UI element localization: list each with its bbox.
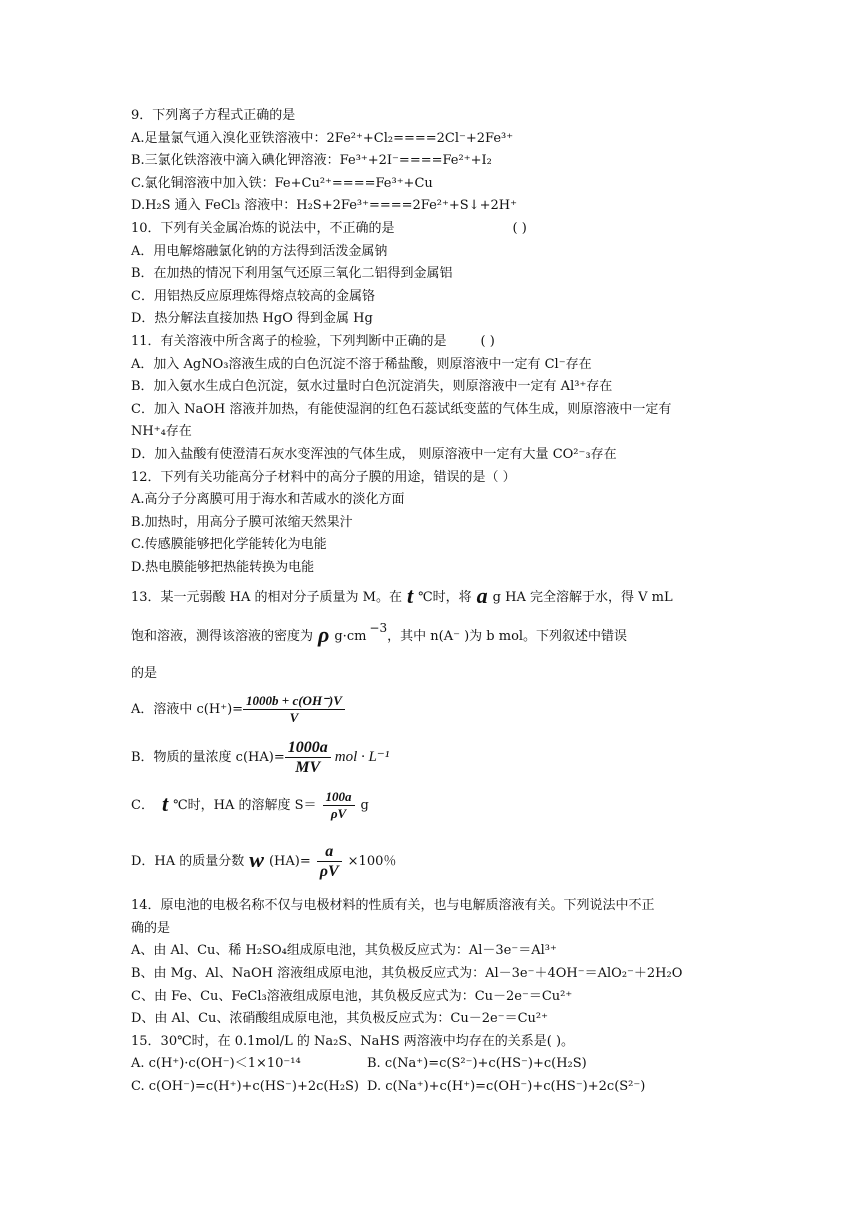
q13-option-c-text: ℃时，HA 的溶解度 S＝ [173,798,317,814]
q12-option-c: C.传感膜能够把化学能转化为电能 [131,537,327,553]
q9-option-d: D.H₂S 通入 FeCl₃ 溶液中：H₂S+2Fe³⁺====2Fe²⁺+S↓+2H⁺ [131,198,517,214]
q9-stem: 9．下列离子方程式正确的是 [131,108,296,123]
q15-option-d: D. c(Na⁺)+c(H⁺)=c(OH⁻)+c(HS⁻)+2c(S²⁻) [367,1079,646,1094]
q13-option-d-text: (HA)= [268,854,311,870]
q9-option-c: C.氯化铜溶液中加入铁：Fe+Cu²⁺====Fe³⁺+Cu [131,175,433,191]
symbol-rho: ρ [318,622,330,648]
q13-option-d [131,842,731,881]
q15-option-a: A. c(H⁺)·c(OH⁻)＜1×10⁻¹⁴ [131,1056,301,1072]
q13-option-c [131,789,731,822]
q13-stem-text6: ，其中 n(A⁻ )为 b mol。下列叙述中错误 [387,629,628,645]
q12-option-d: D.热电膜能够把热能转换为电能 [131,559,315,575]
q12-option-a: A.高分子分离膜可用于海水和苦咸水的淡化方面 [131,492,405,508]
q13-option-d-tail: ×100％ [347,854,397,870]
q9-option-b: B.三氯化铁溶液中滴入碘化钾溶液：Fe³⁺+2I⁻====Fe²⁺+I₂ [131,153,492,169]
q11-option-b: B．加入氨水生成白色沉淀，氨水过量时白色沉淀消失，则原溶液中一定有 Al³⁺存在 [131,379,613,395]
q15-option-b: B. c(Na⁺)=c(S²⁻)+c(HS⁻)+c(H₂S) [367,1056,587,1072]
q13-exponent: −3 [369,621,388,636]
q13-option-b [131,738,731,777]
q12-stem: 12．下列有关功能高分子材料中的高分子膜的用途，错误的是（ ） [131,469,516,485]
q10-stem-line [131,218,731,241]
q10-stem: 10．下列有关金属冶炼的说法中，不正确的是 [131,220,395,236]
q13-option-a-label: A．溶液中 c(H⁺)= [131,702,244,718]
symbol-t: t [406,583,414,609]
q13-option-a-denominator: V [289,710,299,726]
q13-option-d-fraction [317,842,342,881]
q11-option-c-line1: C．加入 NaOH 溶液并加热，有能使湿润的红色石蕊试纸变蓝的气体生成，则原溶液中一定有 [131,401,672,417]
q14-option-d: D、由 Al、Cu、浓硝酸组成原电池，其负极反应式为：Cu－2e⁻＝Cu²⁺ [131,1011,548,1027]
q14-option-a: A、由 Al、Cu、稀 H₂SO₄组成原电池，其负极反应式为：Al－3e⁻＝Al³⁺ [131,943,557,959]
q11-answer-blank: ( ) [480,333,495,349]
q10-option-c: C．用铝热反应原理炼得熔点较高的金属铬 [131,288,375,304]
q13-option-b-numerator: 1000a [285,738,331,758]
q13-stem-text2: ℃时，将 [418,590,472,606]
q11-stem: 11．有关溶液中所含离子的检验，下列判断中正确的是 [131,333,447,349]
q11-option-a: A．加入 AgNO₃溶液生成的白色沉淀不溶于稀盐酸，则原溶液中一定有 Cl⁻存在 [131,356,592,372]
q14-option-b: B、由 Mg、Al、NaOH 溶液组成原电池，其负极反应式为：Al－3e⁻＋4OH⁻＝AlO₂⁻＋2H₂O [131,966,683,982]
q13-option-a-fraction [243,693,345,726]
symbol-w: w [249,847,264,873]
q13-stem-line3: 的是 [131,665,158,681]
q13-option-d-numerator: a [317,842,342,862]
q13-block [131,585,731,881]
q13-stem-line2 [131,621,731,649]
q13-stem-text1: 13．某一元弱酸 HA 的相对分子质量为 M。在 [131,590,402,606]
exam-page [131,105,731,1099]
q13-stem-line1 [131,585,731,610]
q13-option-d-denominator: ρV [319,863,339,881]
symbol-t-c: t [161,791,169,817]
q15-option-c: C. c(OH⁻)=c(H⁺)+c(HS⁻)+2c(H₂S) [131,1079,360,1094]
q11-stem-line [131,331,731,354]
q13-option-c-fraction [323,789,355,822]
q15-options-row1 [131,1053,731,1076]
q13-option-c-unit: g [360,798,369,814]
q15-stem: 15．30℃时，在 0.1mol/L 的 Na₂S、NaHS 两溶液中均存在的关系是( )。 [131,1033,575,1049]
q10-option-d: D．热分解法直接加热 HgO 得到金属 Hg [131,311,373,327]
q15-options-row2 [131,1076,731,1099]
q13-stem-text5: g·cm [334,629,367,645]
q13-option-b-unit: mol · L⁻¹ [334,749,390,766]
q14-stem-line1: 14．原电池的电极名称不仅与电极材料的性质有关，也与电解质溶液有关。下列说法中不正 [131,898,655,914]
q13-option-c-denominator: ρV [330,806,347,822]
q10-answer-blank: ( ) [512,220,527,236]
symbol-a: a [476,583,488,609]
q13-option-b-label: B．物质的量浓度 c(HA)= [131,750,285,766]
q13-option-c-numerator: 100a [323,789,355,806]
q13-option-b-denominator: MV [295,759,321,777]
q9-option-a: A.足量氯气通入溴化亚铁溶液中：2Fe²⁺+Cl₂====2Cl⁻+2Fe³⁺ [131,130,514,146]
q10-option-b: B．在加热的情况下利用氢气还原三氧化二铝得到金属铝 [131,266,453,282]
q11-option-c-line2: NH⁺₄存在 [131,424,192,440]
q13-option-c-label: C． [131,798,154,814]
q13-option-d-label: D．HA 的质量分数 [131,854,245,870]
q14-stem-line2: 确的是 [131,920,171,936]
q13-stem-text4: 饱和溶液，测得该溶液的密度为 [131,629,314,645]
q13-stem-text3: g HA 完全溶解于水，得 V mL [492,590,673,606]
q13-option-a-numerator: 1000b + c(OH⁻)V [243,693,345,710]
q13-option-b-fraction [285,738,331,777]
q12-option-b: B.加热时，用高分子膜可浓缩天然果汁 [131,514,353,530]
q11-option-d: D．加入盐酸有使澄清石灰水变浑浊的气体生成， 则原溶液中一定有大量 CO²⁻₃存在 [131,446,617,462]
q13-option-a [131,693,731,726]
q10-option-a: A．用电解熔融氯化钠的方法得到活泼金属钠 [131,243,388,259]
q14-option-c: C、由 Fe、Cu、FeCl₃溶液组成原电池，其负极反应式为：Cu－2e⁻＝Cu²⁺ [131,988,573,1004]
